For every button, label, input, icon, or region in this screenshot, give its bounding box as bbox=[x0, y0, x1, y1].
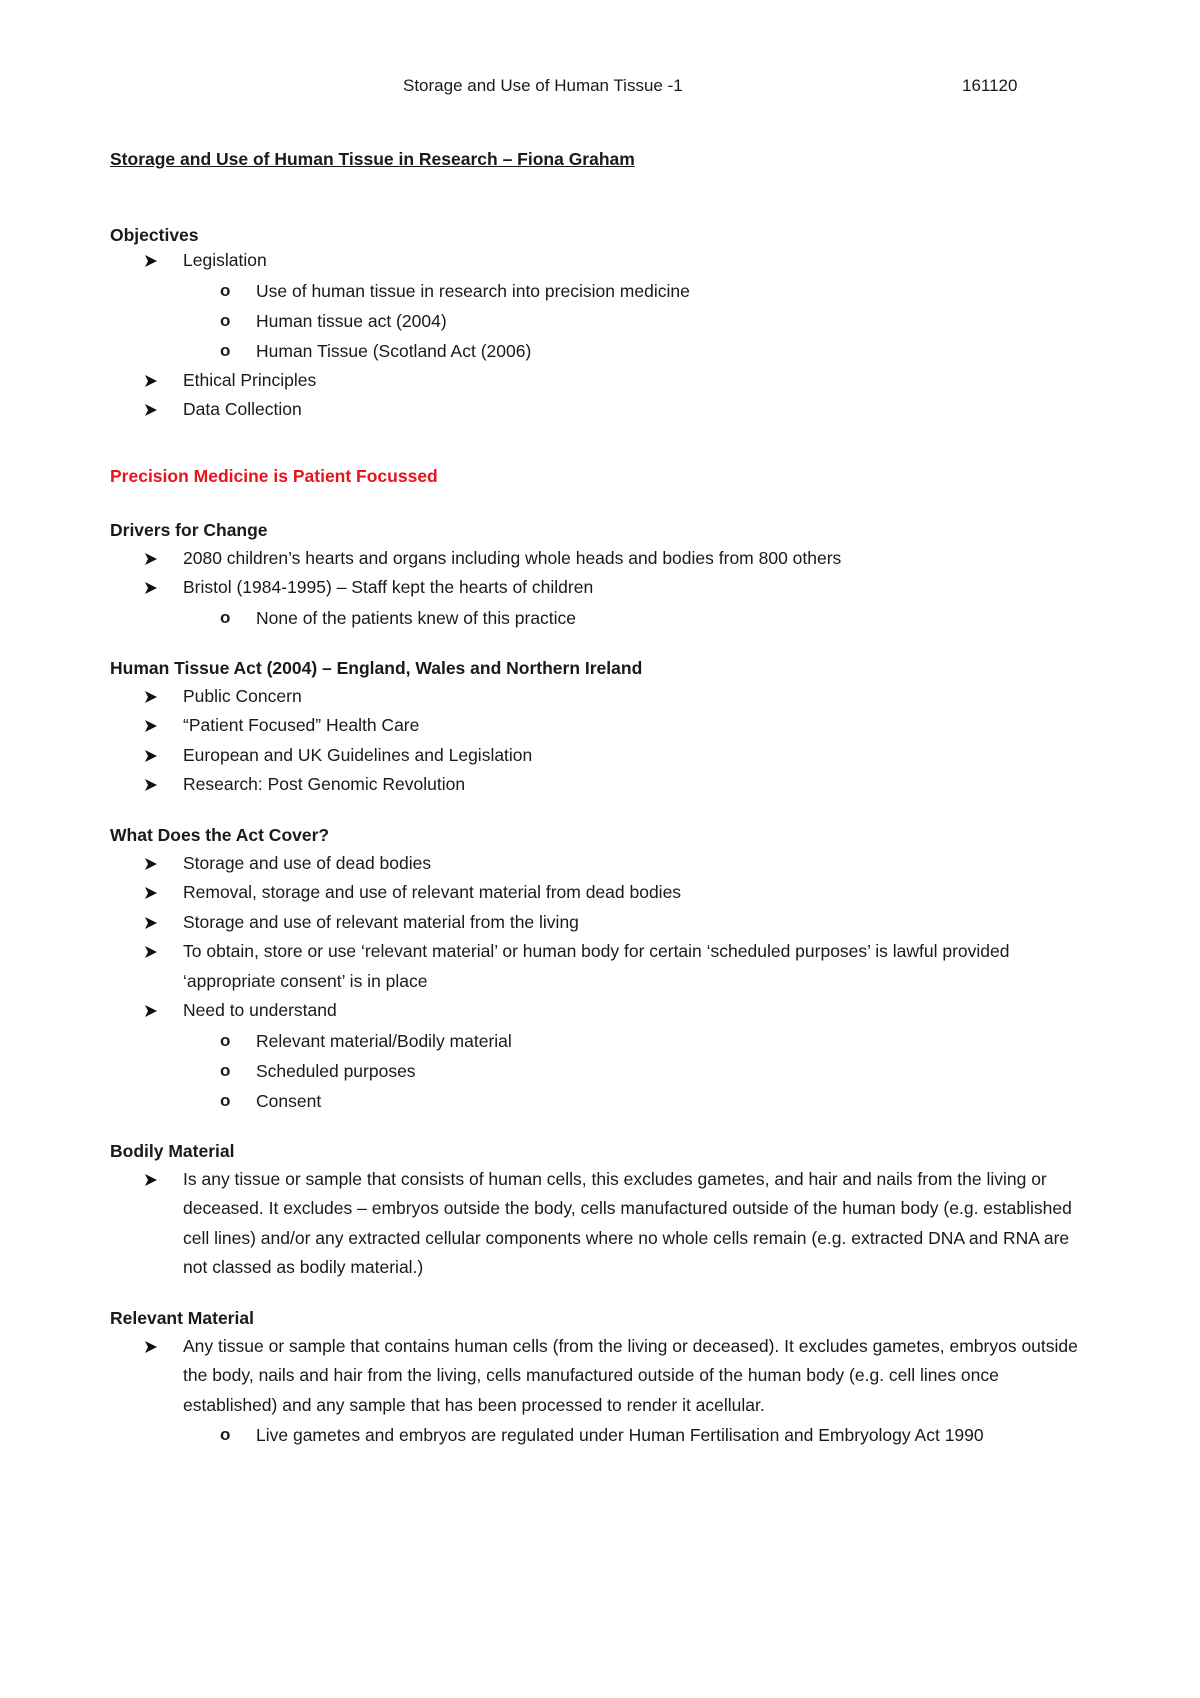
sub-list bbox=[183, 1026, 1090, 1116]
arrow-bullet-icon bbox=[144, 581, 158, 595]
bodily-material-list bbox=[110, 1165, 1090, 1283]
arrow-bullet-icon bbox=[144, 254, 158, 268]
arrow-bullet-icon bbox=[144, 690, 158, 704]
sub-list-item-text: Scheduled purposes bbox=[256, 1060, 416, 1081]
hta-list bbox=[110, 682, 1090, 800]
list-item-text: European and UK Guidelines and Legislation bbox=[183, 744, 533, 765]
list-item-text: Removal, storage and use of relevant material from dead bodies bbox=[183, 882, 682, 902]
list-item-text: Any tissue or sample that contains human cells (from the living or deceased). It excludes gametes, embryos outside the body, nails and hair from the living, cells manufactured outside of the human body (e.g. cell lines once established) and any sample that has been processed to render it acellular. bbox=[183, 1335, 1078, 1415]
list-item bbox=[110, 996, 1090, 1116]
sub-list-item-text: Use of human tissue in research into precision medicine bbox=[256, 280, 690, 301]
relevant-material-list bbox=[110, 1332, 1090, 1451]
list-item-text: Is any tissue or sample that consists of human cells, this excludes gametes, and hair and nails from the living or deceased. It excludes – embryos outside the body, cells manufactured outside of the human body (e.g. established cell lines) and/or any extracted cellular components where no whole cells remain (e.g. extracted DNA and RNA are not classed as bodily material.) bbox=[183, 1168, 1072, 1277]
sub-list bbox=[183, 603, 1090, 633]
sub-list bbox=[183, 276, 1090, 366]
arrow-bullet-icon bbox=[144, 778, 158, 792]
circle-bullet-icon: o bbox=[220, 310, 231, 330]
sub-list-item bbox=[110, 306, 1090, 336]
sub-list-item bbox=[110, 276, 1090, 306]
list-item bbox=[110, 908, 1090, 938]
arrow-bullet-icon bbox=[144, 916, 158, 930]
arrow-bullet-icon bbox=[144, 719, 158, 733]
list-item-text: Public Concern bbox=[183, 685, 302, 706]
circle-bullet-icon: o bbox=[220, 607, 231, 627]
sub-list bbox=[183, 1420, 1090, 1450]
arrow-bullet-icon bbox=[144, 749, 158, 763]
list-item-text: Storage and use of dead bodies bbox=[183, 852, 432, 873]
list-item-text: Data Collection bbox=[183, 399, 302, 419]
list-item bbox=[110, 937, 1090, 996]
list-item-text: 2080 children’s hearts and organs including whole heads and bodies from 800 others bbox=[183, 547, 842, 568]
circle-bullet-icon: o bbox=[220, 280, 231, 300]
list-item-text: Storage and use of relevant material from the living bbox=[183, 911, 579, 932]
list-item-text: Ethical Principles bbox=[183, 369, 317, 390]
sub-list-item bbox=[110, 1056, 1090, 1086]
arrow-bullet-icon bbox=[144, 857, 158, 871]
list-item bbox=[110, 1332, 1090, 1451]
circle-bullet-icon: o bbox=[220, 1425, 231, 1444]
section-heading-objectives: Objectives bbox=[110, 225, 199, 245]
list-item bbox=[110, 544, 1090, 574]
arrow-bullet-icon bbox=[144, 1004, 158, 1018]
list-item bbox=[110, 395, 1090, 425]
list-item bbox=[110, 246, 1090, 366]
sub-list-item bbox=[110, 336, 1090, 366]
cover-list bbox=[110, 849, 1090, 1116]
sub-list-item-text: Relevant material/Bodily material bbox=[256, 1030, 512, 1051]
list-item bbox=[110, 878, 1090, 908]
circle-bullet-icon: o bbox=[220, 1030, 231, 1050]
list-item-text: Research: Post Genomic Revolution bbox=[183, 774, 466, 794]
list-item bbox=[110, 770, 1090, 800]
sub-list-item bbox=[110, 1026, 1090, 1056]
sub-list-item-text: Live gametes and embryos are regulated under Human Fertilisation and Embryology Act 1990 bbox=[256, 1425, 984, 1445]
circle-bullet-icon: o bbox=[220, 1090, 231, 1110]
section-heading-cover: What Does the Act Cover? bbox=[110, 824, 330, 845]
list-item bbox=[110, 573, 1090, 633]
sub-list-item-text: Human Tissue (Scotland Act (2006) bbox=[256, 340, 532, 361]
arrow-bullet-icon bbox=[144, 1340, 158, 1354]
section-heading-drivers: Drivers for Change bbox=[110, 519, 268, 540]
document-title: Storage and Use of Human Tissue in Research – Fiona Graham bbox=[110, 149, 635, 169]
arrow-bullet-icon bbox=[144, 403, 158, 417]
arrow-bullet-icon bbox=[144, 886, 158, 900]
running-header bbox=[0, 76, 1200, 100]
list-item bbox=[110, 711, 1090, 741]
sub-list-item-text: Consent bbox=[256, 1090, 322, 1111]
section-heading-hta: Human Tissue Act (2004) – England, Wales and Northern Ireland bbox=[110, 657, 643, 678]
list-item-text: To obtain, store or use ‘relevant material’ or human body for certain ‘scheduled purposes’ is lawful provided ‘appropriate consent’ is in place bbox=[183, 941, 1010, 991]
list-item-text: Legislation bbox=[183, 250, 267, 270]
arrow-bullet-icon bbox=[144, 552, 158, 566]
arrow-bullet-icon bbox=[144, 374, 158, 388]
arrow-bullet-icon bbox=[144, 1173, 158, 1187]
list-item-text: Need to understand bbox=[183, 1000, 337, 1020]
section-heading-relevant-material: Relevant Material bbox=[110, 1307, 254, 1328]
list-item-text: “Patient Focused” Health Care bbox=[183, 715, 420, 735]
sub-list-item-text: None of the patients knew of this practice bbox=[256, 607, 577, 628]
list-item bbox=[110, 849, 1090, 879]
sub-list-item bbox=[110, 603, 1090, 633]
header-title: Storage and Use of Human Tissue -1 bbox=[403, 76, 683, 95]
sub-list-item bbox=[110, 1420, 1090, 1450]
circle-bullet-icon: o bbox=[220, 340, 231, 360]
sub-list-item-text: Human tissue act (2004) bbox=[256, 310, 447, 331]
section-heading-bodily-material: Bodily Material bbox=[110, 1140, 235, 1161]
list-item bbox=[110, 366, 1090, 396]
objectives-list bbox=[110, 246, 1090, 425]
arrow-bullet-icon bbox=[144, 945, 158, 959]
drivers-list bbox=[110, 544, 1090, 633]
sub-list-item bbox=[110, 1086, 1090, 1116]
document-body bbox=[110, 148, 1090, 1450]
header-code: 161120 bbox=[962, 76, 1018, 95]
list-item bbox=[110, 1165, 1090, 1283]
list-item-text: Bristol (1984-1995) – Staff kept the hearts of children bbox=[183, 577, 594, 597]
list-item bbox=[110, 682, 1090, 712]
list-item bbox=[110, 741, 1090, 771]
section-heading-precision-medicine: Precision Medicine is Patient Focussed bbox=[110, 465, 438, 486]
circle-bullet-icon: o bbox=[220, 1060, 231, 1080]
